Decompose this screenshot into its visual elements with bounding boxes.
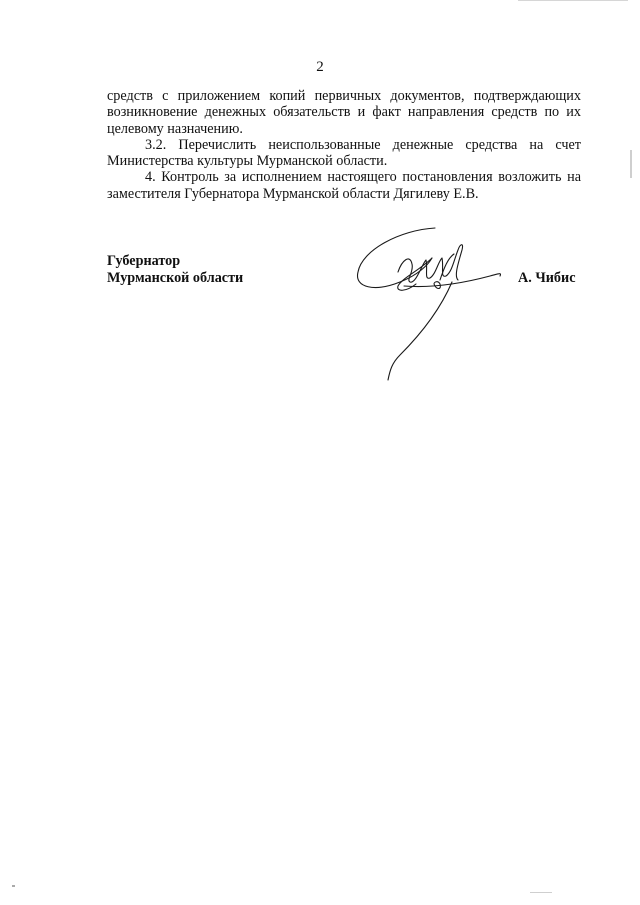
scan-artifact — [12, 885, 15, 887]
document-body — [107, 88, 581, 202]
scan-artifact — [530, 892, 552, 893]
signer-title-line1: Губернатор — [107, 253, 181, 269]
paragraph-4: 4. Контроль за исполнением настоящего постановления возложить на заместителя Губернатора Мурманской области Дягилеву Е.В. — [107, 169, 581, 202]
signer-title-line2: Мурманской области — [107, 270, 244, 286]
paragraph-3-2: 3.2. Перечислить неиспользованные денежные средства на счет Министерства культуры Мурманской области. — [107, 136, 581, 170]
signer-name: А. Чибис — [518, 270, 576, 286]
scan-artifact — [630, 150, 632, 178]
paragraph-continuation: средств с приложением копий первичных документов, подтверждающих возникновение денежных обязательств и факт направления средств по их целевому назначению. — [107, 88, 581, 137]
page-number: 2 — [316, 59, 324, 75]
signer-title — [107, 253, 243, 287]
scan-artifact — [518, 0, 628, 1]
handwritten-signature — [340, 220, 520, 390]
